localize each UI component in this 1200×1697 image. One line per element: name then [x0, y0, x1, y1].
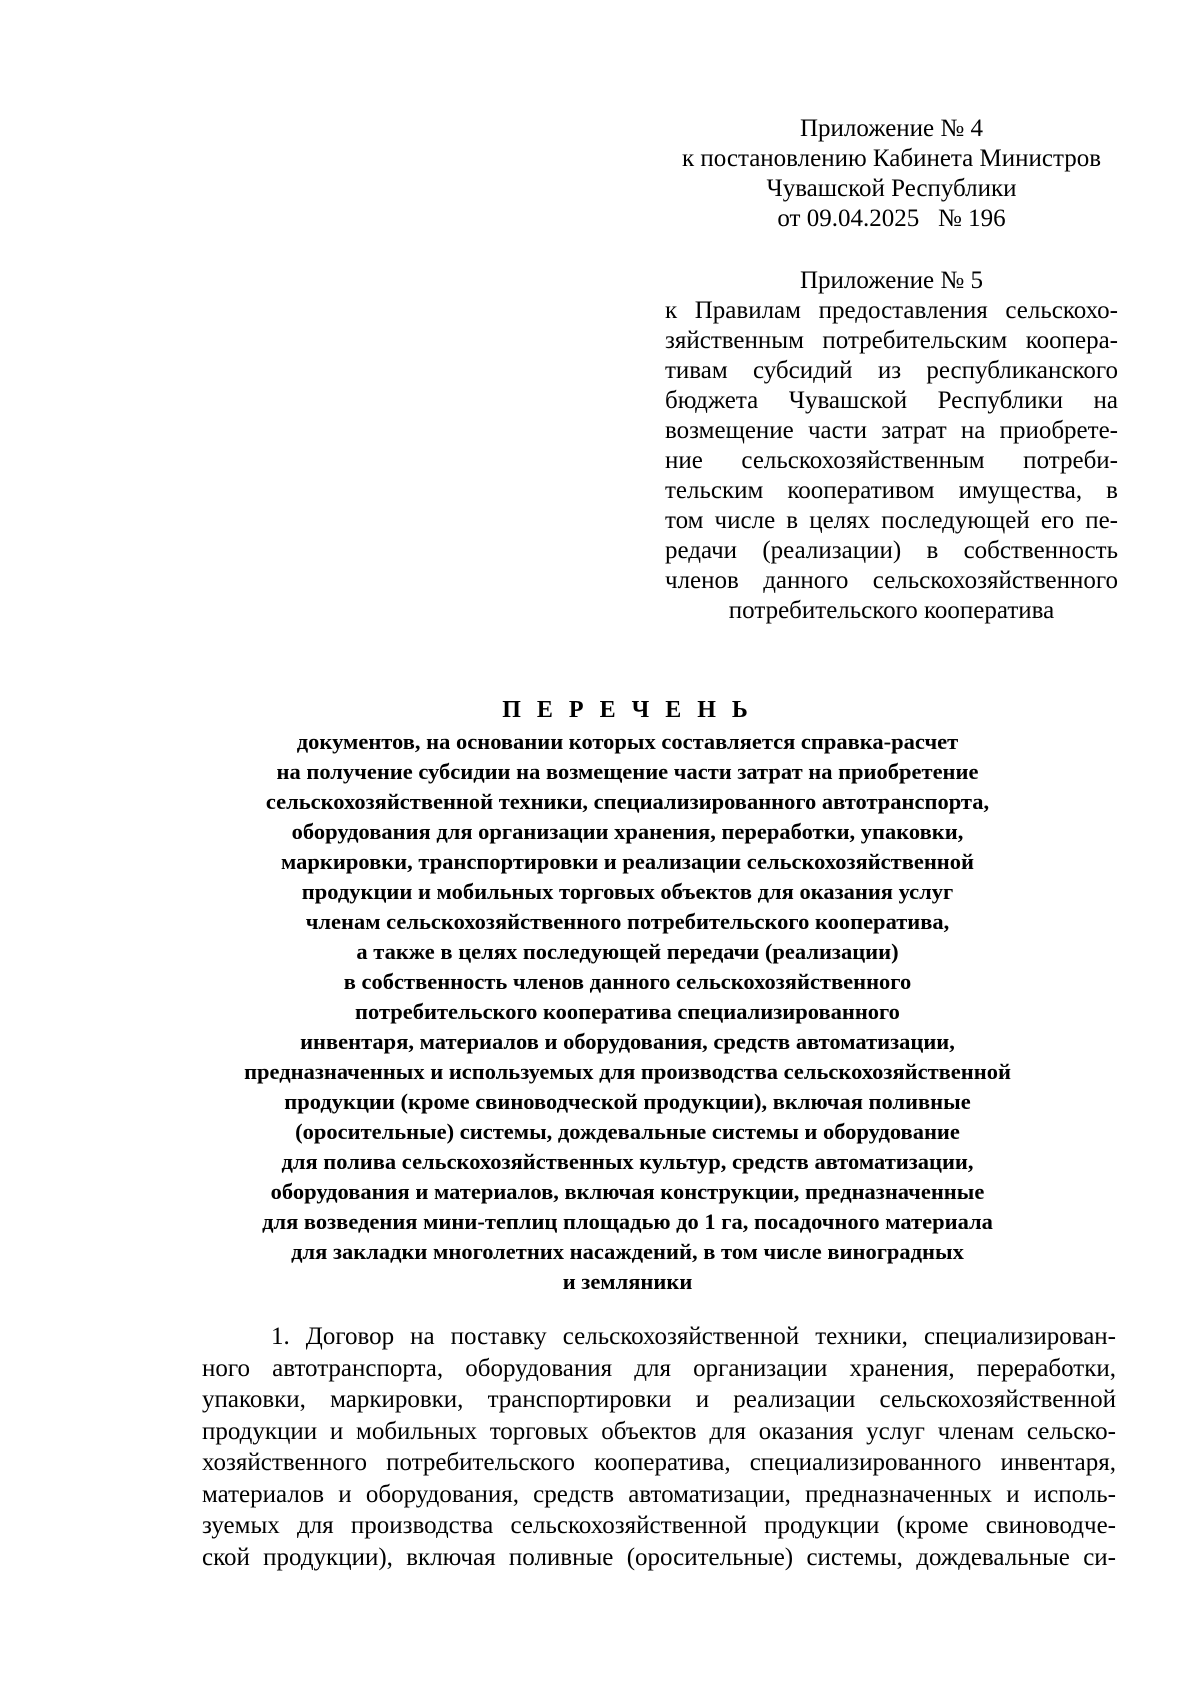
- document-subtitle-line: продукции и мобильных торговых объектов для оказания услуг: [301, 879, 954, 904]
- paragraph-line: хозяйственного потребительского кооператива, специализированного инвентаря,: [202, 1449, 1116, 1476]
- document-subtitle-line: предназначенных и используемых для производства сельскохозяйственной: [244, 1059, 1011, 1084]
- paragraph-line: продукции и мобильных торговых объектов для оказания услуг членам сельско-: [202, 1417, 1116, 1445]
- document-subtitle-line: и земляники: [562, 1269, 693, 1294]
- document-subtitle-line: членам сельскохозяйственного потребительского кооператива,: [305, 909, 950, 934]
- appendix-5-line: возмещение части затрат на приобрете-: [665, 417, 1118, 444]
- appendix-4-title: Приложение № 4: [799, 115, 984, 142]
- document-heading: П Е Р Е Ч Е Н Ь: [502, 697, 753, 723]
- document-subtitle-line: продукции (кроме свиноводческой продукции), включая поливные: [284, 1089, 971, 1114]
- document-subtitle-line: документов, на основании которых составляется справка-расчет: [296, 729, 959, 754]
- appendix-5-line: редачи (реализации) в собственность: [665, 537, 1118, 564]
- appendix-5-line: к Правилам предоставления сельскохо-: [665, 297, 1118, 324]
- document-title-block: [150, 695, 1105, 1297]
- appendix-5-line: тельским кооперативом имущества, в: [665, 477, 1118, 504]
- document-subtitle-line: маркировки, транспортировки и реализации сельскохозяйственной: [281, 849, 974, 874]
- appendix-5-line: потребительского кооператива: [728, 597, 1055, 624]
- appendix-5-line: бюджета Чувашской Республики на: [665, 387, 1118, 414]
- appendix-5-line: тивам субсидий из республиканского: [665, 357, 1118, 384]
- appendix-4-header: [665, 114, 1118, 234]
- appendix-4-date-number: от 09.04.2025 № 196: [777, 205, 1006, 232]
- document-subtitle-line: в собственность членов данного сельскохозяйственного: [343, 969, 912, 994]
- document-subtitle-line: (оросительные) системы, дождевальные системы и оборудование: [295, 1119, 960, 1144]
- document-subtitle-line: для возведения мини-теплиц площадью до 1 га, посадочного материала: [262, 1209, 993, 1234]
- document-subtitle-line: инвентаря, материалов и оборудования, средств автоматизации,: [300, 1029, 955, 1054]
- paragraph-line: упаковки, маркировки, транспортировки и реализации сельскохозяйственной: [202, 1386, 1116, 1413]
- appendix-5-line: зяйственным потребительским коопера-: [665, 327, 1118, 354]
- appendix-4-line: Чувашской Республики: [766, 175, 1017, 202]
- appendix-5-line: членов данного сельскохозяйственного: [665, 567, 1118, 594]
- document-subtitle-line: потребительского кооператива специализированного: [355, 999, 900, 1024]
- paragraph-line: ской продукции), включая поливные (оросительные) системы, дождевальные си-: [202, 1543, 1116, 1571]
- appendix-5-header: [665, 266, 1118, 626]
- document-subtitle-line: оборудования для организации хранения, переработки, упаковки,: [291, 819, 964, 844]
- paragraph-line: ного автотранспорта, оборудования для организации хранения, переработки,: [202, 1354, 1116, 1382]
- appendix-5-line: ние сельскохозяйственным потреби-: [665, 447, 1118, 474]
- appendix-4-line: к постановлению Кабинета Министров: [681, 145, 1102, 172]
- paragraph-line: материалов и оборудования, средств автоматизации, предназначенных и исполь-: [202, 1480, 1116, 1508]
- appendix-5-line: том числе в целях последующей его пе-: [665, 507, 1118, 534]
- document-subtitle-line: на получение субсидии на возмещение части затрат на приобретение: [276, 759, 979, 784]
- document-subtitle-line: оборудования и материалов, включая конструкции, предназначенные: [270, 1179, 985, 1204]
- paragraph-1: [202, 1321, 1116, 1573]
- paragraph-line: 1. Договор на поставку сельскохозяйственной техники, специализирован-: [271, 1323, 1116, 1350]
- appendix-5-title: Приложение № 5: [799, 267, 984, 294]
- paragraph-line: зуемых для производства сельскохозяйственной продукции (кроме свиноводче-: [202, 1512, 1116, 1539]
- document-subtitle-line: для закладки многолетних насаждений, в том числе виноградных: [291, 1239, 964, 1264]
- document-subtitle-line: для полива сельскохозяйственных культур, средств автоматизации,: [281, 1149, 974, 1174]
- document-subtitle-line: сельскохозяйственной техники, специализированного автотранспорта,: [265, 789, 990, 814]
- document-subtitle-line: а также в целях последующей передачи (реализации): [356, 939, 899, 964]
